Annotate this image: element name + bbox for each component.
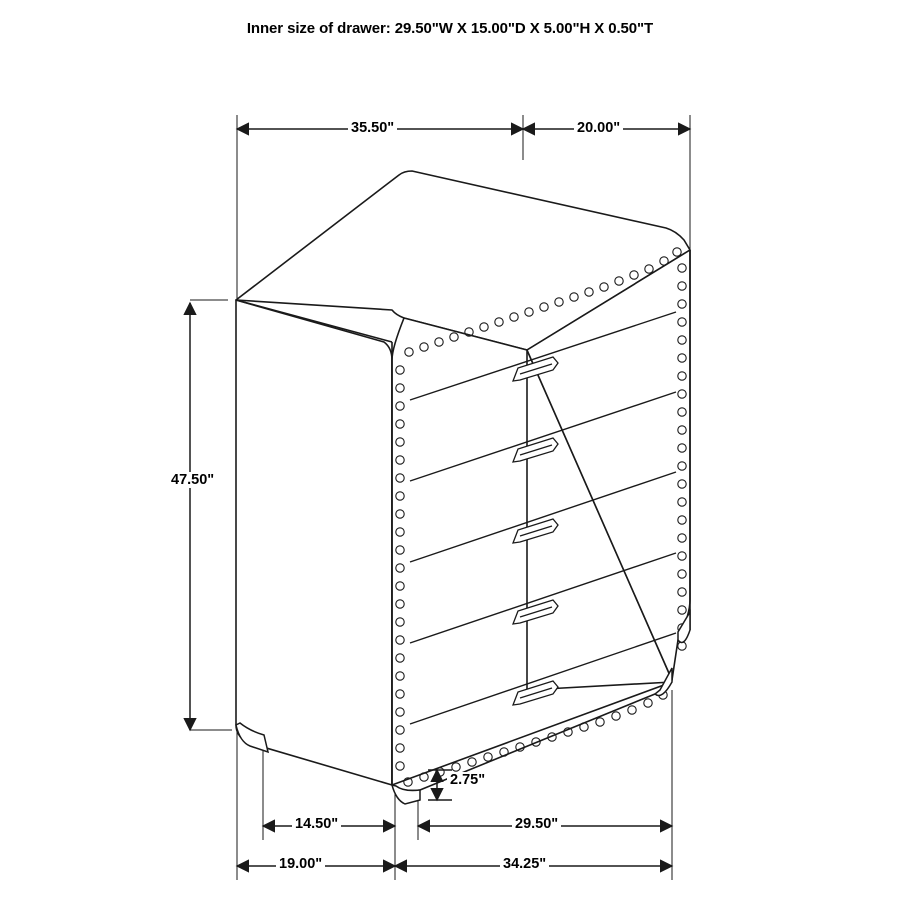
chest-body [236,171,690,790]
dim-label-leg-height: 2.75" [447,772,488,788]
dim-label-base-side: 19.00" [276,856,325,872]
dim-label-bottom-front: 29.50" [512,816,561,832]
dim-label-base-front: 34.25" [500,856,549,872]
dim-label-bottom-side: 14.50" [292,816,341,832]
dim-label-top-front: 35.50" [348,120,397,136]
page-title: Inner size of drawer: 29.50"W X 15.00"D X 5.00"H X 0.50"T [246,20,654,37]
dim-label-height: 47.50" [168,472,217,488]
chest-left-side-panel [236,300,392,785]
dim-label-top-side: 20.00" [574,120,623,136]
